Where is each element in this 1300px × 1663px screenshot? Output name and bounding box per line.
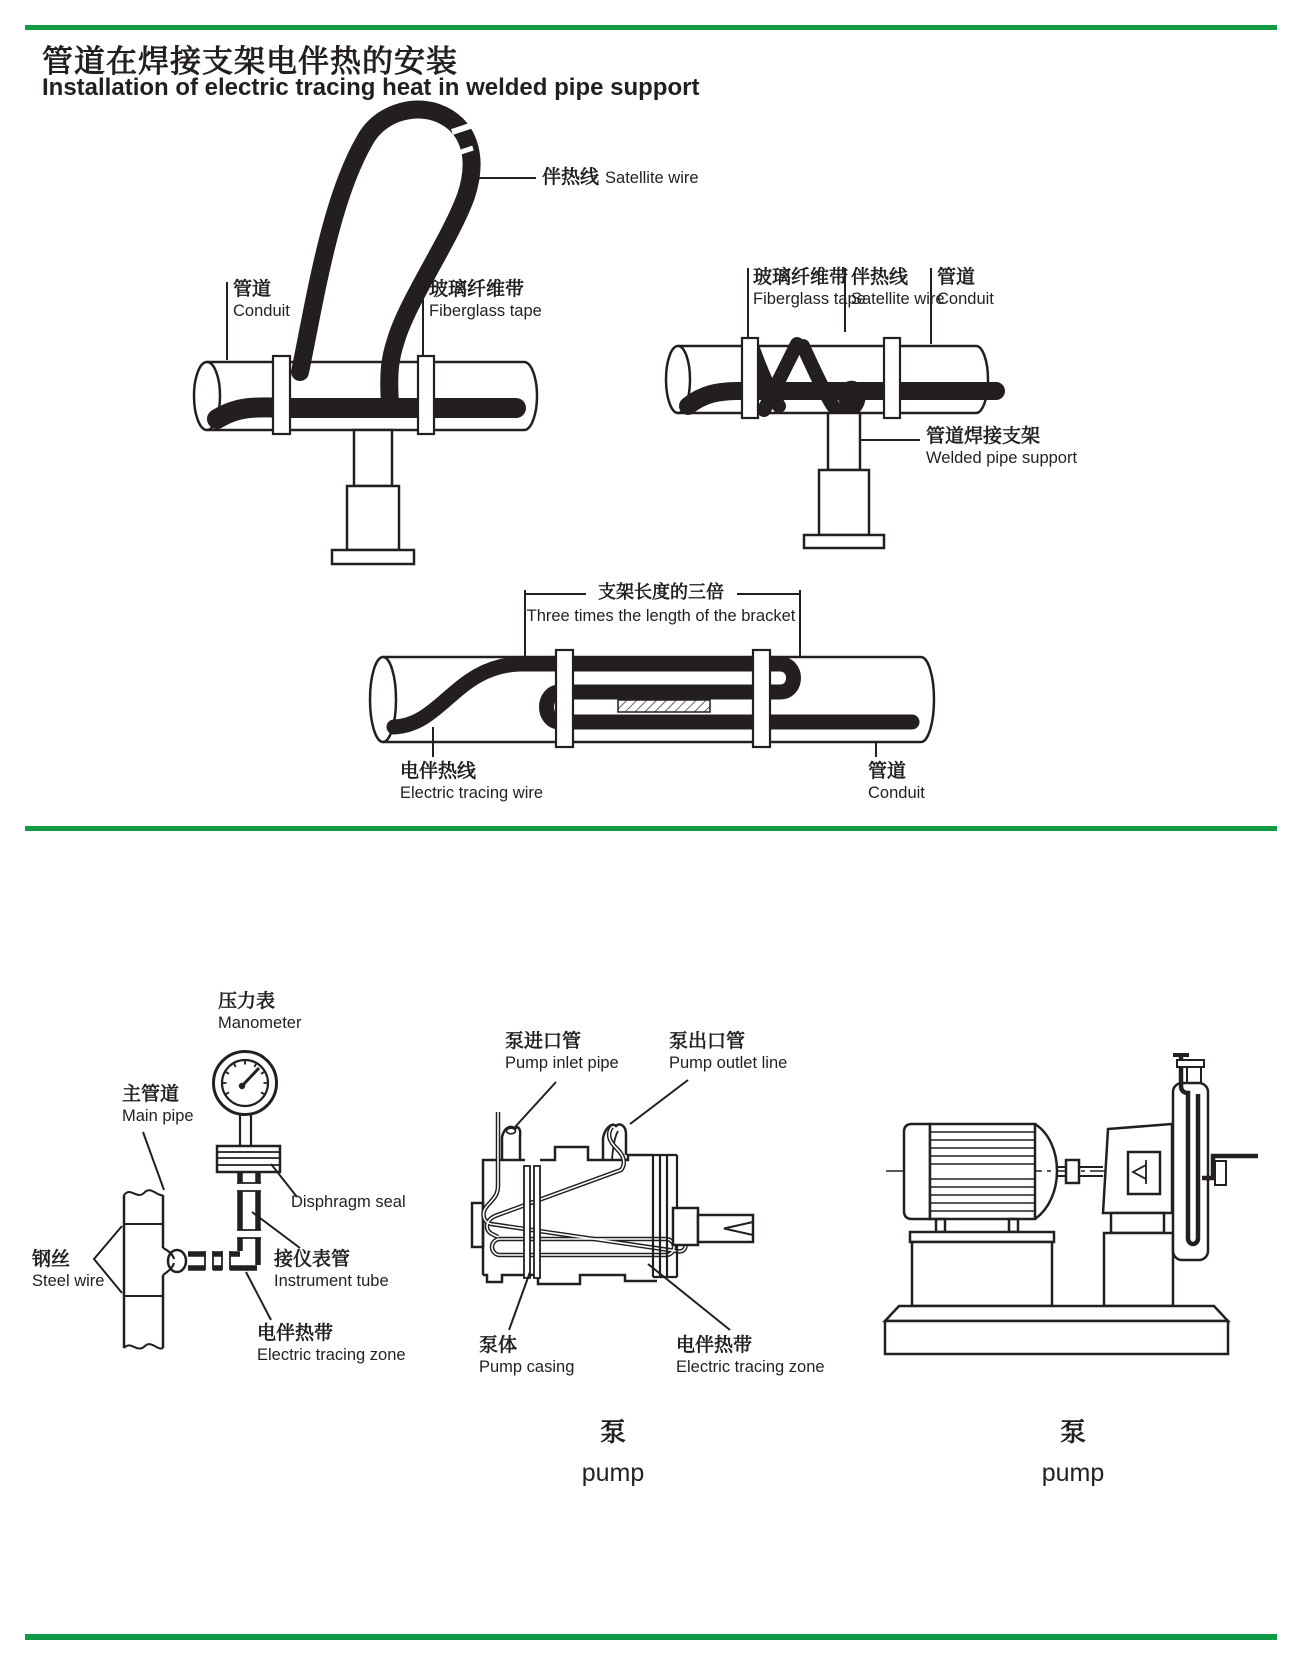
shaft-housing bbox=[673, 1208, 698, 1245]
label-conduit-2: 管道 Conduit bbox=[937, 267, 994, 309]
support-flange bbox=[804, 535, 884, 548]
motor-pedestal bbox=[912, 1242, 1052, 1306]
label-dimension-cn: 支架长度的三倍 bbox=[598, 582, 724, 602]
base-plate-front bbox=[885, 1321, 1228, 1354]
leader-inlet bbox=[515, 1082, 556, 1127]
leader-tracing-zone bbox=[648, 1264, 730, 1330]
wrap-diagram-art bbox=[666, 268, 996, 548]
label-pump-casing: 泵体 Pump casing bbox=[479, 1335, 575, 1377]
pump-left-cap bbox=[472, 1203, 483, 1247]
tube-unions bbox=[205, 1183, 264, 1272]
wire-coils bbox=[752, 344, 860, 411]
support-flange bbox=[332, 550, 414, 564]
fiberglass-tape-band bbox=[418, 356, 434, 434]
inlet-port bbox=[507, 1128, 516, 1134]
label-fiberglass-1: 玻璃纤维带 Fiberglass tape bbox=[429, 279, 542, 321]
label-welded-support: 管道焊接支架 Welded pipe support bbox=[926, 426, 1078, 468]
leader-outlet bbox=[630, 1080, 688, 1124]
label-main-pipe: 主管道 Main pipe bbox=[122, 1084, 194, 1126]
pump-pedestal bbox=[1104, 1233, 1173, 1306]
motor-end-cap bbox=[904, 1124, 930, 1219]
weld-hatch-area bbox=[618, 700, 710, 712]
label-instrument-tube: 接仪表管 Instrument tube bbox=[274, 1249, 389, 1291]
label-dimension-en: Three times the length of the bracket bbox=[526, 607, 796, 625]
leader-casing bbox=[509, 1272, 530, 1330]
flange-plate bbox=[1173, 1083, 1208, 1260]
fiberglass-tape-band bbox=[884, 338, 900, 418]
gauge-stem bbox=[240, 1114, 251, 1146]
motor-foot bbox=[1009, 1219, 1018, 1232]
pump-side-art bbox=[885, 1053, 1258, 1354]
label-tracing-zone-2: 电伴热带 Electric tracing zone bbox=[676, 1335, 825, 1377]
label-diaphragm-seal: Disphragm seal bbox=[291, 1193, 406, 1211]
page-title-en: Installation of electric tracing heat in welded pipe support bbox=[42, 74, 700, 101]
clamp-band bbox=[524, 1166, 530, 1278]
fiberglass-tape-band bbox=[742, 338, 758, 418]
pump-neck bbox=[1111, 1213, 1164, 1233]
label-fiberglass-2: 玻璃纤维带 Fiberglass tape bbox=[753, 267, 866, 309]
motor-pedestal-plate bbox=[910, 1232, 1054, 1242]
motor-foot bbox=[936, 1219, 945, 1232]
gauge-ticks bbox=[222, 1060, 269, 1095]
label-tracing-zone-1: 电伴热带 Electric tracing zone bbox=[257, 1323, 406, 1365]
support-block bbox=[819, 470, 869, 535]
page-title-cn: 管道在焊接支架电伴热的安装 bbox=[42, 44, 458, 79]
motor-body bbox=[930, 1124, 1035, 1219]
diaphragm-seal-body bbox=[217, 1146, 280, 1172]
support-stem bbox=[354, 430, 392, 486]
fiberglass-tape-band bbox=[556, 650, 573, 747]
label-steel-wire: 钢丝 Steel wire bbox=[32, 1249, 105, 1291]
fiberglass-tape-band bbox=[273, 356, 290, 434]
handle-block bbox=[1215, 1161, 1226, 1185]
top-fitting-body bbox=[1187, 1067, 1201, 1083]
label-satellite-wire-1: 伴热线 Satellite wire bbox=[542, 167, 699, 188]
gauge-needle bbox=[242, 1068, 259, 1086]
caption-pump-right: 泵 pump bbox=[1041, 1417, 1105, 1487]
support-stem bbox=[828, 413, 860, 470]
main-pipe bbox=[124, 1190, 174, 1348]
tracing-wire-band bbox=[217, 407, 516, 419]
label-satellite-wire-2: 伴热线 Satellite wire bbox=[851, 267, 945, 309]
caption-pump-mid: 泵 pump bbox=[581, 1417, 645, 1487]
tracing-wire-hairpin bbox=[394, 664, 912, 727]
pump-housing bbox=[1103, 1124, 1172, 1213]
label-pump-inlet: 泵进口管 Pump inlet pipe bbox=[505, 1031, 619, 1073]
label-tracing-wire-3: 电伴热线 Electric tracing wire bbox=[400, 761, 544, 803]
loop-diagram-art bbox=[194, 109, 537, 564]
pipe-right-end bbox=[976, 346, 988, 413]
crank-handle bbox=[1202, 1156, 1258, 1178]
clamp-band bbox=[534, 1166, 540, 1278]
inlet-stub bbox=[502, 1127, 520, 1160]
base-plate-top bbox=[885, 1306, 1228, 1321]
pipe-right-end bbox=[921, 657, 934, 742]
label-conduit-3: 管道 Conduit bbox=[868, 761, 925, 803]
top-fitting-flange bbox=[1177, 1060, 1204, 1067]
shaft-coupling bbox=[1066, 1160, 1079, 1183]
leader-tracing-zone bbox=[246, 1272, 271, 1320]
gauge-hub bbox=[239, 1083, 245, 1089]
pipe-body bbox=[207, 362, 524, 430]
pump-section-art bbox=[472, 1080, 753, 1330]
support-block bbox=[347, 486, 399, 550]
label-pump-outlet: 泵出口管 Pump outlet line bbox=[669, 1031, 788, 1073]
leader-main-pipe bbox=[143, 1132, 164, 1190]
satellite-wire-loop bbox=[300, 109, 472, 404]
fiberglass-tape-band bbox=[753, 650, 770, 747]
label-conduit-1: 管道 Conduit bbox=[233, 279, 290, 321]
pump-bottom-profile bbox=[483, 1275, 657, 1284]
label-manometer: 压力表 Manometer bbox=[218, 991, 302, 1033]
pipe-right-end bbox=[524, 362, 537, 430]
